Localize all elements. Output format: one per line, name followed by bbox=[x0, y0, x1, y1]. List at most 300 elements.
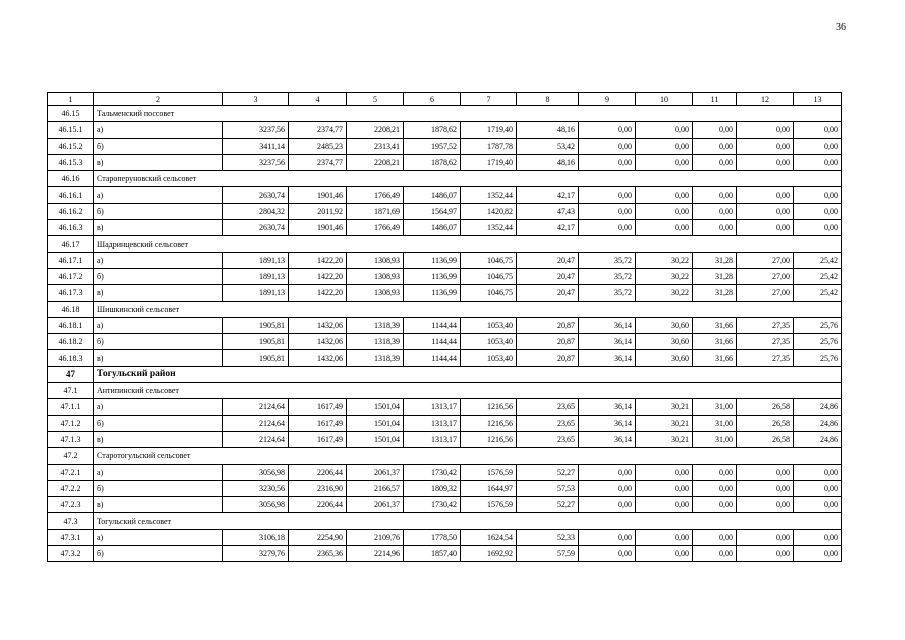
value-cell: 0,00 bbox=[737, 122, 794, 138]
value-cell: 35,72 bbox=[579, 252, 636, 268]
column-header: 2 bbox=[94, 93, 223, 106]
value-cell: 27,35 bbox=[737, 317, 794, 333]
value-cell: 1778,50 bbox=[404, 529, 461, 545]
value-cell: 2804,32 bbox=[223, 203, 289, 219]
value-cell: 1422,20 bbox=[289, 268, 347, 284]
value-cell: 30,21 bbox=[636, 415, 693, 431]
row-subtype: а) bbox=[94, 464, 223, 480]
value-cell: 1136,99 bbox=[404, 268, 461, 284]
value-cell: 0,00 bbox=[737, 546, 794, 562]
row-code: 46.17 bbox=[48, 236, 94, 252]
row-subtype: в) bbox=[94, 431, 223, 447]
row-code: 47.3 bbox=[48, 513, 94, 529]
value-cell: 1136,99 bbox=[404, 252, 461, 268]
value-cell: 0,00 bbox=[636, 187, 693, 203]
value-cell: 1046,75 bbox=[461, 268, 517, 284]
value-cell: 1144,44 bbox=[404, 350, 461, 366]
value-cell: 1901,46 bbox=[289, 220, 347, 236]
value-cell: 3279,76 bbox=[223, 546, 289, 562]
value-cell: 2166,57 bbox=[347, 480, 404, 496]
value-cell: 1719,40 bbox=[461, 122, 517, 138]
value-cell: 31,00 bbox=[693, 415, 737, 431]
value-cell: 20,47 bbox=[517, 268, 579, 284]
value-cell: 20,87 bbox=[517, 334, 579, 350]
section-row bbox=[48, 448, 842, 464]
value-cell: 26,58 bbox=[737, 415, 794, 431]
row-subtype: в) bbox=[94, 497, 223, 513]
value-cell: 1891,13 bbox=[223, 285, 289, 301]
value-cell: 2206,44 bbox=[289, 497, 347, 513]
column-header: 1 bbox=[48, 93, 94, 106]
column-header: 6 bbox=[404, 93, 461, 106]
value-cell: 2485,23 bbox=[289, 138, 347, 154]
column-header: 7 bbox=[461, 93, 517, 106]
value-cell: 0,00 bbox=[579, 480, 636, 496]
column-header: 12 bbox=[737, 93, 794, 106]
value-cell: 20,47 bbox=[517, 252, 579, 268]
value-cell: 1766,49 bbox=[347, 187, 404, 203]
value-cell: 1501,04 bbox=[347, 399, 404, 415]
value-cell: 1878,62 bbox=[404, 122, 461, 138]
value-cell: 2630,74 bbox=[223, 187, 289, 203]
row-code: 47 bbox=[48, 366, 94, 382]
value-cell: 2214,96 bbox=[347, 546, 404, 562]
value-cell: 48,16 bbox=[517, 122, 579, 138]
value-cell: 2630,74 bbox=[223, 220, 289, 236]
value-cell: 3237,56 bbox=[223, 122, 289, 138]
value-cell: 1216,56 bbox=[461, 399, 517, 415]
value-cell: 0,00 bbox=[693, 122, 737, 138]
value-cell: 0,00 bbox=[579, 187, 636, 203]
value-cell: 1420,82 bbox=[461, 203, 517, 219]
value-cell: 0,00 bbox=[693, 220, 737, 236]
table-body bbox=[48, 106, 842, 562]
value-cell: 0,00 bbox=[794, 497, 842, 513]
value-cell: 2316,90 bbox=[289, 480, 347, 496]
row-code: 47.1.3 bbox=[48, 431, 94, 447]
value-cell: 0,00 bbox=[794, 464, 842, 480]
value-cell: 35,72 bbox=[579, 285, 636, 301]
value-cell: 0,00 bbox=[737, 220, 794, 236]
row-subtype: а) bbox=[94, 252, 223, 268]
value-cell: 2254,90 bbox=[289, 529, 347, 545]
table-row bbox=[48, 317, 842, 333]
row-code: 46.18 bbox=[48, 301, 94, 317]
value-cell: 1432,06 bbox=[289, 334, 347, 350]
value-cell: 1891,13 bbox=[223, 252, 289, 268]
value-cell: 36,14 bbox=[579, 399, 636, 415]
column-header: 4 bbox=[289, 93, 347, 106]
value-cell: 53,42 bbox=[517, 138, 579, 154]
row-code: 47.3.2 bbox=[48, 546, 94, 562]
value-cell: 27,35 bbox=[737, 334, 794, 350]
value-cell: 0,00 bbox=[794, 154, 842, 170]
value-cell: 1308,93 bbox=[347, 252, 404, 268]
value-cell: 0,00 bbox=[579, 138, 636, 154]
value-cell: 25,42 bbox=[794, 252, 842, 268]
value-cell: 0,00 bbox=[794, 546, 842, 562]
value-cell: 3106,18 bbox=[223, 529, 289, 545]
value-cell: 1352,44 bbox=[461, 187, 517, 203]
row-code: 46.18.3 bbox=[48, 350, 94, 366]
value-cell: 0,00 bbox=[794, 122, 842, 138]
value-cell: 30,22 bbox=[636, 268, 693, 284]
value-cell: 20,87 bbox=[517, 317, 579, 333]
value-cell: 0,00 bbox=[794, 480, 842, 496]
value-cell: 2124,64 bbox=[223, 415, 289, 431]
value-cell: 1957,52 bbox=[404, 138, 461, 154]
value-cell: 30,60 bbox=[636, 317, 693, 333]
column-header: 3 bbox=[223, 93, 289, 106]
value-cell: 2206,44 bbox=[289, 464, 347, 480]
value-cell: 2124,64 bbox=[223, 399, 289, 415]
value-cell: 0,00 bbox=[579, 497, 636, 513]
row-subtype: а) bbox=[94, 187, 223, 203]
table-row bbox=[48, 350, 842, 366]
section-row bbox=[48, 106, 842, 122]
row-subtype: а) bbox=[94, 399, 223, 415]
value-cell: 0,00 bbox=[579, 122, 636, 138]
value-cell: 25,76 bbox=[794, 334, 842, 350]
value-cell: 0,00 bbox=[737, 138, 794, 154]
value-cell: 0,00 bbox=[579, 464, 636, 480]
value-cell: 31,00 bbox=[693, 431, 737, 447]
section-name: Старотогульский сельсовет bbox=[94, 448, 842, 464]
value-cell: 30,60 bbox=[636, 350, 693, 366]
row-subtype: в) bbox=[94, 285, 223, 301]
value-cell: 1216,56 bbox=[461, 431, 517, 447]
value-cell: 1878,62 bbox=[404, 154, 461, 170]
value-cell: 52,27 bbox=[517, 497, 579, 513]
value-cell: 1318,39 bbox=[347, 334, 404, 350]
value-cell: 2061,37 bbox=[347, 497, 404, 513]
value-cell: 24,86 bbox=[794, 431, 842, 447]
value-cell: 1422,20 bbox=[289, 285, 347, 301]
value-cell: 24,86 bbox=[794, 415, 842, 431]
value-cell: 1318,39 bbox=[347, 317, 404, 333]
value-cell: 30,22 bbox=[636, 285, 693, 301]
value-cell: 1352,44 bbox=[461, 220, 517, 236]
value-cell: 1046,75 bbox=[461, 252, 517, 268]
value-cell: 31,00 bbox=[693, 399, 737, 415]
value-cell: 31,28 bbox=[693, 268, 737, 284]
value-cell: 1766,49 bbox=[347, 220, 404, 236]
section-name: Тогульский сельсовет bbox=[94, 513, 842, 529]
value-cell: 25,76 bbox=[794, 317, 842, 333]
row-code: 46.16 bbox=[48, 171, 94, 187]
value-cell: 1564,97 bbox=[404, 203, 461, 219]
value-cell: 0,00 bbox=[636, 480, 693, 496]
row-subtype: б) bbox=[94, 480, 223, 496]
value-cell: 36,14 bbox=[579, 334, 636, 350]
value-cell: 0,00 bbox=[579, 220, 636, 236]
value-cell: 2208,21 bbox=[347, 154, 404, 170]
column-header: 13 bbox=[794, 93, 842, 106]
value-cell: 1692,92 bbox=[461, 546, 517, 562]
district-name: Тогульский район bbox=[94, 366, 842, 382]
value-cell: 30,21 bbox=[636, 431, 693, 447]
value-cell: 31,66 bbox=[693, 334, 737, 350]
value-cell: 0,00 bbox=[636, 203, 693, 219]
row-code: 46.15.1 bbox=[48, 122, 94, 138]
value-cell: 36,14 bbox=[579, 431, 636, 447]
value-cell: 52,27 bbox=[517, 464, 579, 480]
value-cell: 1617,49 bbox=[289, 431, 347, 447]
value-cell: 0,00 bbox=[737, 497, 794, 513]
value-cell: 3230,56 bbox=[223, 480, 289, 496]
value-cell: 0,00 bbox=[794, 529, 842, 545]
value-cell: 1644,97 bbox=[461, 480, 517, 496]
value-cell: 52,33 bbox=[517, 529, 579, 545]
value-cell: 1905,81 bbox=[223, 317, 289, 333]
value-cell: 36,14 bbox=[579, 317, 636, 333]
row-code: 47.1.2 bbox=[48, 415, 94, 431]
value-cell: 1905,81 bbox=[223, 350, 289, 366]
value-cell: 3411,14 bbox=[223, 138, 289, 154]
value-cell: 25,42 bbox=[794, 285, 842, 301]
table-row bbox=[48, 415, 842, 431]
value-cell: 23,65 bbox=[517, 431, 579, 447]
tariff-table bbox=[47, 92, 842, 562]
value-cell: 0,00 bbox=[737, 154, 794, 170]
value-cell: 0,00 bbox=[693, 497, 737, 513]
table-row bbox=[48, 480, 842, 496]
row-subtype: а) bbox=[94, 317, 223, 333]
value-cell: 26,58 bbox=[737, 399, 794, 415]
value-cell: 0,00 bbox=[579, 154, 636, 170]
value-cell: 0,00 bbox=[693, 138, 737, 154]
header-row bbox=[48, 93, 842, 106]
value-cell: 2011,92 bbox=[289, 203, 347, 219]
row-code: 47.2.2 bbox=[48, 480, 94, 496]
value-cell: 1486,07 bbox=[404, 187, 461, 203]
table-row bbox=[48, 268, 842, 284]
value-cell: 1730,42 bbox=[404, 497, 461, 513]
value-cell: 0,00 bbox=[693, 480, 737, 496]
value-cell: 0,00 bbox=[737, 529, 794, 545]
row-code: 47.2 bbox=[48, 448, 94, 464]
value-cell: 27,35 bbox=[737, 350, 794, 366]
section-name: Шишкинский сельсовет bbox=[94, 301, 842, 317]
value-cell: 0,00 bbox=[794, 187, 842, 203]
table-row bbox=[48, 203, 842, 219]
column-header: 8 bbox=[517, 93, 579, 106]
value-cell: 48,16 bbox=[517, 154, 579, 170]
value-cell: 1576,59 bbox=[461, 464, 517, 480]
row-code: 46.17.1 bbox=[48, 252, 94, 268]
value-cell: 35,72 bbox=[579, 268, 636, 284]
row-code: 46.15 bbox=[48, 106, 94, 122]
value-cell: 2374,77 bbox=[289, 154, 347, 170]
value-cell: 1313,17 bbox=[404, 399, 461, 415]
value-cell: 1422,20 bbox=[289, 252, 347, 268]
value-cell: 0,00 bbox=[693, 546, 737, 562]
value-cell: 30,22 bbox=[636, 252, 693, 268]
value-cell: 0,00 bbox=[737, 187, 794, 203]
value-cell: 1617,49 bbox=[289, 415, 347, 431]
row-subtype: б) bbox=[94, 203, 223, 219]
section-row bbox=[48, 171, 842, 187]
table-row bbox=[48, 122, 842, 138]
value-cell: 1308,93 bbox=[347, 285, 404, 301]
table-row bbox=[48, 220, 842, 236]
value-cell: 0,00 bbox=[579, 529, 636, 545]
row-subtype: а) bbox=[94, 122, 223, 138]
value-cell: 1046,75 bbox=[461, 285, 517, 301]
value-cell: 0,00 bbox=[737, 480, 794, 496]
section-name: Шадринцевский сельсовет bbox=[94, 236, 842, 252]
value-cell: 1313,17 bbox=[404, 431, 461, 447]
value-cell: 57,53 bbox=[517, 480, 579, 496]
value-cell: 1901,46 bbox=[289, 187, 347, 203]
value-cell: 0,00 bbox=[693, 187, 737, 203]
district-row bbox=[48, 366, 842, 382]
value-cell: 0,00 bbox=[636, 464, 693, 480]
value-cell: 1787,78 bbox=[461, 138, 517, 154]
value-cell: 20,87 bbox=[517, 350, 579, 366]
row-subtype: б) bbox=[94, 268, 223, 284]
value-cell: 36,14 bbox=[579, 415, 636, 431]
section-row bbox=[48, 513, 842, 529]
value-cell: 1501,04 bbox=[347, 415, 404, 431]
table-row bbox=[48, 334, 842, 350]
row-code: 46.16.2 bbox=[48, 203, 94, 219]
row-subtype: б) bbox=[94, 415, 223, 431]
row-code: 46.18.2 bbox=[48, 334, 94, 350]
table-row bbox=[48, 529, 842, 545]
section-name: Тальменский поссовет bbox=[94, 106, 842, 122]
row-code: 47.3.1 bbox=[48, 529, 94, 545]
value-cell: 0,00 bbox=[737, 464, 794, 480]
value-cell: 25,76 bbox=[794, 350, 842, 366]
value-cell: 0,00 bbox=[636, 122, 693, 138]
column-header: 9 bbox=[579, 93, 636, 106]
value-cell: 0,00 bbox=[636, 497, 693, 513]
value-cell: 1809,32 bbox=[404, 480, 461, 496]
value-cell: 1432,06 bbox=[289, 350, 347, 366]
value-cell: 1318,39 bbox=[347, 350, 404, 366]
value-cell: 0,00 bbox=[737, 203, 794, 219]
value-cell: 3237,56 bbox=[223, 154, 289, 170]
value-cell: 0,00 bbox=[693, 529, 737, 545]
value-cell: 0,00 bbox=[636, 220, 693, 236]
value-cell: 2313,41 bbox=[347, 138, 404, 154]
row-code: 47.2.3 bbox=[48, 497, 94, 513]
row-code: 47.2.1 bbox=[48, 464, 94, 480]
table-row bbox=[48, 399, 842, 415]
value-cell: 27,00 bbox=[737, 285, 794, 301]
value-cell: 23,65 bbox=[517, 399, 579, 415]
value-cell: 1313,17 bbox=[404, 415, 461, 431]
value-cell: 42,17 bbox=[517, 187, 579, 203]
value-cell: 0,00 bbox=[579, 546, 636, 562]
page-number: 36 bbox=[836, 22, 846, 33]
row-code: 46.17.2 bbox=[48, 268, 94, 284]
row-subtype: в) bbox=[94, 154, 223, 170]
value-cell: 0,00 bbox=[636, 138, 693, 154]
table-row bbox=[48, 497, 842, 513]
value-cell: 36,14 bbox=[579, 350, 636, 366]
value-cell: 0,00 bbox=[636, 154, 693, 170]
row-subtype: б) bbox=[94, 334, 223, 350]
row-subtype: б) bbox=[94, 138, 223, 154]
row-code: 46.18.1 bbox=[48, 317, 94, 333]
row-subtype: а) bbox=[94, 529, 223, 545]
value-cell: 2061,37 bbox=[347, 464, 404, 480]
value-cell: 0,00 bbox=[693, 464, 737, 480]
value-cell: 1308,93 bbox=[347, 268, 404, 284]
value-cell: 47,43 bbox=[517, 203, 579, 219]
value-cell: 25,42 bbox=[794, 268, 842, 284]
table-row bbox=[48, 464, 842, 480]
table-row bbox=[48, 187, 842, 203]
value-cell: 30,60 bbox=[636, 334, 693, 350]
value-cell: 0,00 bbox=[636, 529, 693, 545]
value-cell: 0,00 bbox=[794, 138, 842, 154]
value-cell: 31,28 bbox=[693, 285, 737, 301]
value-cell: 3056,98 bbox=[223, 464, 289, 480]
value-cell: 2374,77 bbox=[289, 122, 347, 138]
section-name: Антипинский сельсовет bbox=[94, 383, 842, 399]
value-cell: 31,28 bbox=[693, 252, 737, 268]
row-code: 46.15.2 bbox=[48, 138, 94, 154]
value-cell: 1216,56 bbox=[461, 415, 517, 431]
value-cell: 1871,69 bbox=[347, 203, 404, 219]
value-cell: 0,00 bbox=[794, 203, 842, 219]
value-cell: 0,00 bbox=[636, 546, 693, 562]
section-row bbox=[48, 301, 842, 317]
value-cell: 30,21 bbox=[636, 399, 693, 415]
value-cell: 31,66 bbox=[693, 317, 737, 333]
value-cell: 1053,40 bbox=[461, 317, 517, 333]
row-code: 47.1.1 bbox=[48, 399, 94, 415]
section-row bbox=[48, 236, 842, 252]
value-cell: 1486,07 bbox=[404, 220, 461, 236]
table-row bbox=[48, 285, 842, 301]
value-cell: 1617,49 bbox=[289, 399, 347, 415]
value-cell: 1053,40 bbox=[461, 334, 517, 350]
value-cell: 26,58 bbox=[737, 431, 794, 447]
value-cell: 1576,59 bbox=[461, 497, 517, 513]
value-cell: 1891,13 bbox=[223, 268, 289, 284]
section-row bbox=[48, 383, 842, 399]
value-cell: 1857,40 bbox=[404, 546, 461, 562]
value-cell: 1730,42 bbox=[404, 464, 461, 480]
value-cell: 1144,44 bbox=[404, 334, 461, 350]
value-cell: 57,59 bbox=[517, 546, 579, 562]
value-cell: 24,86 bbox=[794, 399, 842, 415]
value-cell: 1136,99 bbox=[404, 285, 461, 301]
value-cell: 1144,44 bbox=[404, 317, 461, 333]
value-cell: 23,65 bbox=[517, 415, 579, 431]
row-subtype: в) bbox=[94, 350, 223, 366]
value-cell: 42,17 bbox=[517, 220, 579, 236]
value-cell: 1501,04 bbox=[347, 431, 404, 447]
table-row bbox=[48, 431, 842, 447]
row-code: 46.17.3 bbox=[48, 285, 94, 301]
row-subtype: б) bbox=[94, 546, 223, 562]
section-name: Староперуновский сельсовет bbox=[94, 171, 842, 187]
value-cell: 1624,54 bbox=[461, 529, 517, 545]
row-code: 46.16.1 bbox=[48, 187, 94, 203]
value-cell: 2208,21 bbox=[347, 122, 404, 138]
value-cell: 2124,64 bbox=[223, 431, 289, 447]
value-cell: 1719,40 bbox=[461, 154, 517, 170]
row-code: 46.15.3 bbox=[48, 154, 94, 170]
value-cell: 2365,36 bbox=[289, 546, 347, 562]
value-cell: 31,66 bbox=[693, 350, 737, 366]
table-row bbox=[48, 138, 842, 154]
